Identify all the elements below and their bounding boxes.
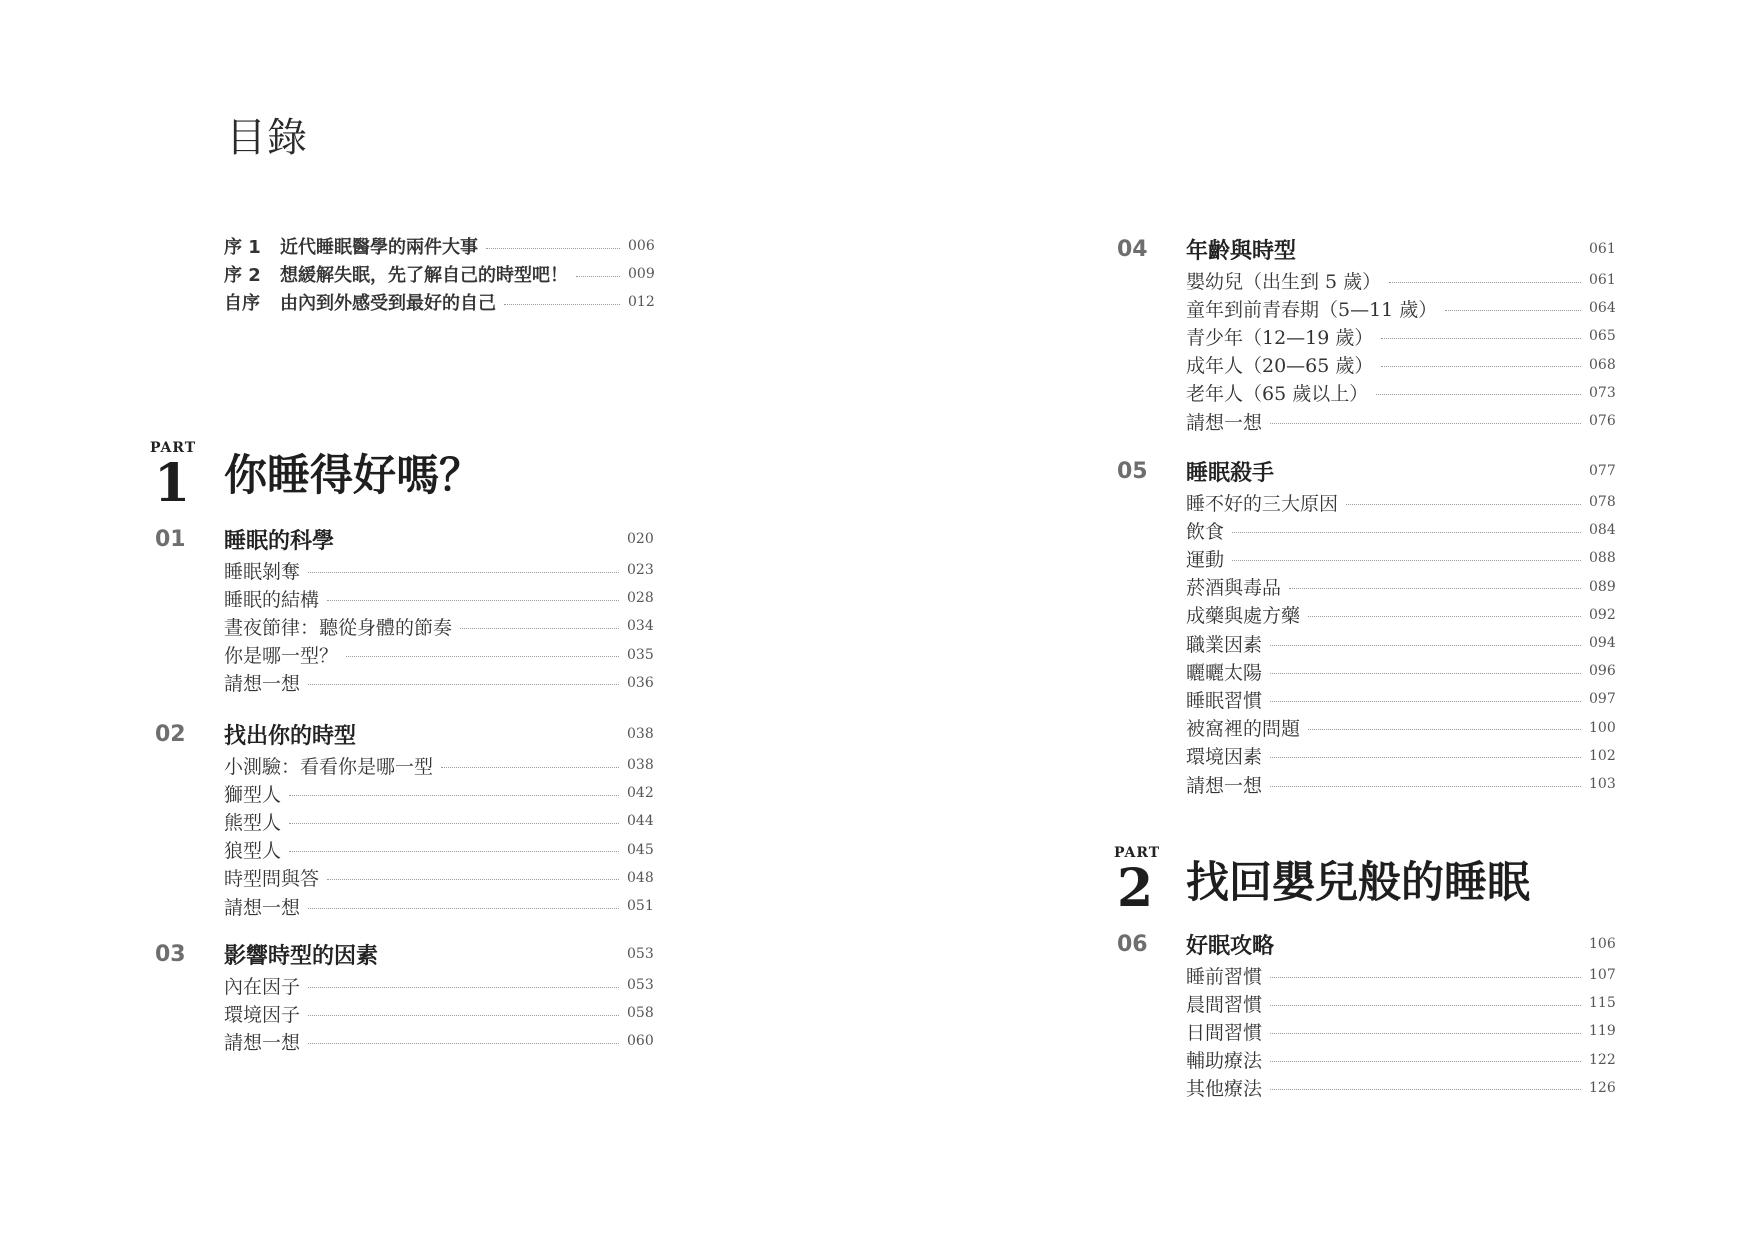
section-title: 小測驗：看看你是哪一型 (224, 755, 434, 778)
section-item[interactable] (1186, 686, 1616, 712)
preface-label: 自序 (224, 293, 260, 314)
section-title: 飲食 (1186, 520, 1225, 543)
section-title: 請想一想 (224, 896, 301, 919)
section-title: 童年到前青春期（5—11 歲） (1186, 298, 1438, 321)
section-item[interactable] (224, 893, 654, 919)
section-item[interactable] (1186, 990, 1616, 1016)
page-number: 076 (1589, 413, 1616, 429)
dot-leader (1270, 673, 1581, 674)
dot-leader (1389, 282, 1581, 283)
section-item[interactable] (224, 752, 654, 778)
section-title: 請想一想 (1186, 411, 1263, 434)
chapter-number: 04 (1117, 237, 1148, 262)
section-title: 其他療法 (1186, 1078, 1263, 1101)
section-title: 獅型人 (224, 783, 282, 806)
section-title: 狼型人 (224, 840, 282, 863)
chapter-title: 影響時型的因素 (224, 943, 379, 969)
section-item[interactable] (1186, 574, 1616, 600)
page-number: 012 (628, 294, 655, 310)
dot-leader (1376, 394, 1581, 395)
preface-label: 序 1 (224, 237, 261, 258)
section-item[interactable] (224, 642, 654, 668)
page-number: 077 (1589, 463, 1616, 479)
dot-leader (289, 851, 619, 852)
section-item[interactable] (224, 865, 654, 891)
preface-label: 序 2 (224, 265, 261, 286)
dot-leader (1381, 338, 1581, 339)
section-item[interactable] (1186, 715, 1616, 741)
section-title: 輔助療法 (1186, 1050, 1263, 1073)
preface-item[interactable] (224, 233, 655, 259)
page-number: 064 (1589, 300, 1616, 317)
dot-leader (1270, 786, 1581, 787)
dot-leader (308, 987, 619, 988)
section-title: 職業因素 (1186, 633, 1263, 656)
dot-leader (346, 656, 619, 657)
page-number: 084 (1589, 522, 1616, 539)
page-number: 053 (627, 977, 654, 993)
section-title: 成年人（20—65 歲） (1186, 355, 1374, 378)
section-item[interactable] (1186, 962, 1616, 988)
dot-leader (308, 1015, 619, 1016)
part-title[interactable]: 你睡得好嗎？ (224, 451, 482, 501)
section-item[interactable] (1186, 352, 1616, 378)
section-item[interactable] (224, 808, 654, 834)
section-item[interactable] (1186, 408, 1616, 434)
page-number: 034 (627, 618, 654, 635)
dot-leader (1270, 977, 1581, 978)
page-number: 044 (627, 813, 654, 830)
page-number: 048 (627, 869, 654, 886)
section-title: 環境因子 (224, 1003, 301, 1026)
preface-item[interactable] (224, 261, 655, 287)
dot-leader (1270, 1005, 1581, 1006)
chapter-title: 年齡與時型 (1186, 238, 1297, 264)
chapter-number: 02 (155, 722, 186, 747)
section-item[interactable] (1186, 545, 1616, 571)
section-title: 運動 (1186, 548, 1225, 571)
page-number: 068 (1589, 356, 1616, 373)
dot-leader (1381, 366, 1581, 367)
section-item[interactable] (224, 585, 654, 611)
page-number: 035 (627, 646, 654, 663)
page-number: 078 (1589, 494, 1616, 510)
dot-leader (327, 600, 619, 601)
section-item[interactable] (1186, 489, 1616, 515)
page-number: 092 (1589, 606, 1616, 623)
page-number: 089 (1589, 578, 1616, 595)
chapter-number: 03 (155, 942, 186, 967)
section-title: 你是哪一型？ (224, 645, 339, 668)
dot-leader (1270, 1089, 1581, 1090)
dot-leader (308, 1043, 619, 1044)
page-number: 009 (628, 266, 655, 282)
chapter-heading[interactable] (1186, 235, 1616, 264)
section-item[interactable] (224, 837, 654, 863)
dot-leader (1445, 310, 1581, 311)
section-title: 日間習慣 (1186, 1021, 1263, 1044)
dot-leader (1308, 729, 1581, 730)
page-number: 023 (627, 562, 654, 578)
dot-leader (504, 304, 620, 305)
page-number: 058 (627, 1005, 654, 1022)
section-item[interactable] (1186, 517, 1616, 543)
part-number: 2 (1117, 858, 1154, 919)
preface-title: 近代睡眠醫學的兩件大事 (280, 237, 478, 258)
section-title: 被窩裡的問題 (1186, 718, 1301, 741)
section-title: 熊型人 (224, 811, 282, 834)
page-number: 038 (627, 726, 654, 742)
page-number: 100 (1589, 719, 1616, 736)
page-title: 目錄 (226, 115, 308, 161)
chapter-title: 找出你的時型 (224, 723, 357, 749)
dot-leader (1232, 560, 1581, 561)
section-title: 環境因素 (1186, 746, 1263, 769)
section-item[interactable] (1186, 630, 1616, 656)
page-number: 122 (1589, 1051, 1616, 1068)
page-number: 045 (627, 841, 654, 858)
section-title: 睡眠剝奪 (224, 560, 301, 583)
page-number: 097 (1589, 691, 1616, 708)
chapter-heading[interactable] (1186, 930, 1616, 959)
dot-leader (1270, 1061, 1581, 1062)
page-number: 036 (627, 674, 654, 691)
page-number: 096 (1589, 663, 1616, 680)
page-number: 051 (627, 898, 654, 914)
dot-leader (441, 767, 619, 768)
chapter-number: 01 (155, 527, 186, 552)
page-number: 060 (627, 1033, 654, 1050)
page-number: 038 (627, 757, 654, 773)
page-number: 061 (1589, 272, 1616, 288)
preface-item[interactable] (224, 289, 655, 315)
section-title: 晨間習慣 (1186, 993, 1263, 1016)
dot-leader (1289, 588, 1581, 589)
preface-title: 想緩解失眠，先了解自己的時型吧！ (280, 265, 568, 286)
section-item[interactable] (224, 1000, 654, 1026)
page-number: 126 (1589, 1079, 1616, 1096)
section-title: 嬰幼兒（出生到 5 歲） (1186, 270, 1382, 293)
dot-leader (289, 795, 619, 796)
chapter-heading[interactable] (224, 720, 654, 749)
section-item[interactable] (1186, 295, 1616, 321)
section-title: 請想一想 (224, 1031, 301, 1054)
page-number: 088 (1589, 550, 1616, 567)
part-label: PART (150, 440, 197, 456)
part-title[interactable]: 找回嬰兒般的睡眠 (1186, 858, 1530, 908)
chapter-title: 睡眠殺手 (1186, 460, 1275, 486)
dot-leader (1270, 1033, 1581, 1034)
section-title: 睡前習慣 (1186, 965, 1263, 988)
dot-leader (308, 908, 619, 909)
dot-leader (308, 572, 619, 573)
page-number: 107 (1589, 967, 1616, 983)
section-title: 睡眠的結構 (224, 588, 320, 611)
section-item[interactable] (1186, 1018, 1616, 1044)
chapter-heading[interactable] (224, 525, 654, 554)
section-title: 曬曬太陽 (1186, 661, 1263, 684)
section-item[interactable] (224, 557, 654, 583)
section-item[interactable] (224, 670, 654, 696)
section-title: 青少年（12—19 歲） (1186, 326, 1374, 349)
section-item[interactable] (1186, 602, 1616, 628)
page-number: 115 (1589, 995, 1616, 1012)
section-title: 請想一想 (224, 673, 301, 696)
section-title: 時型問與答 (224, 868, 320, 891)
section-title: 睡不好的三大原因 (1186, 492, 1339, 515)
page-number: 028 (627, 590, 654, 607)
section-item[interactable] (1186, 380, 1616, 406)
part-label: PART (1114, 845, 1161, 861)
dot-leader (289, 823, 619, 824)
dot-leader (308, 684, 619, 685)
section-title: 成藥與處方藥 (1186, 605, 1301, 628)
section-item[interactable] (224, 1028, 654, 1054)
page-number: 053 (627, 946, 654, 962)
page-number: 020 (627, 531, 654, 547)
page-number: 119 (1589, 1023, 1616, 1040)
section-title: 晝夜節律：聽從身體的節奏 (224, 616, 453, 639)
section-title: 老年人（65 歲以上） (1186, 383, 1369, 406)
page-number: 094 (1589, 635, 1616, 651)
page-number: 061 (1589, 241, 1616, 257)
dot-leader (1270, 701, 1581, 702)
section-item[interactable] (1186, 771, 1616, 797)
chapter-title: 好眠攻略 (1186, 933, 1275, 959)
section-item[interactable] (224, 780, 654, 806)
section-title: 請想一想 (1186, 774, 1263, 797)
page-number: 006 (628, 238, 655, 254)
chapter-number: 05 (1117, 459, 1148, 484)
chapter-heading[interactable] (224, 940, 654, 969)
dot-leader (1308, 616, 1581, 617)
page-number: 102 (1589, 747, 1616, 764)
section-item[interactable] (1186, 1047, 1616, 1073)
section-title: 睡眠習慣 (1186, 689, 1263, 712)
part-number: 1 (154, 453, 191, 514)
page-number: 106 (1589, 936, 1616, 952)
page-number: 065 (1589, 328, 1616, 345)
section-title: 菸酒與毒品 (1186, 577, 1282, 600)
section-title: 內在因子 (224, 975, 301, 998)
section-item[interactable] (1186, 1075, 1616, 1101)
section-item[interactable] (1186, 267, 1616, 293)
dot-leader (1270, 645, 1581, 646)
dot-leader (1232, 532, 1581, 533)
dot-leader (486, 248, 620, 249)
section-item[interactable] (224, 613, 654, 639)
dot-leader (1346, 504, 1581, 505)
chapter-title: 睡眠的科學 (224, 528, 335, 554)
dot-leader (576, 276, 620, 277)
section-item[interactable] (224, 972, 654, 998)
section-item[interactable] (1186, 323, 1616, 349)
dot-leader (1270, 423, 1581, 424)
dot-leader (327, 879, 619, 880)
preface-title: 由內到外感受到最好的自己 (280, 293, 496, 314)
dot-leader (460, 628, 619, 629)
dot-leader (1270, 757, 1581, 758)
page-number: 042 (627, 785, 654, 802)
section-item[interactable] (1186, 743, 1616, 769)
chapter-heading[interactable] (1186, 457, 1616, 486)
chapter-number: 06 (1117, 932, 1148, 957)
section-item[interactable] (1186, 658, 1616, 684)
page-number: 073 (1589, 384, 1616, 401)
page-number: 103 (1589, 776, 1616, 792)
